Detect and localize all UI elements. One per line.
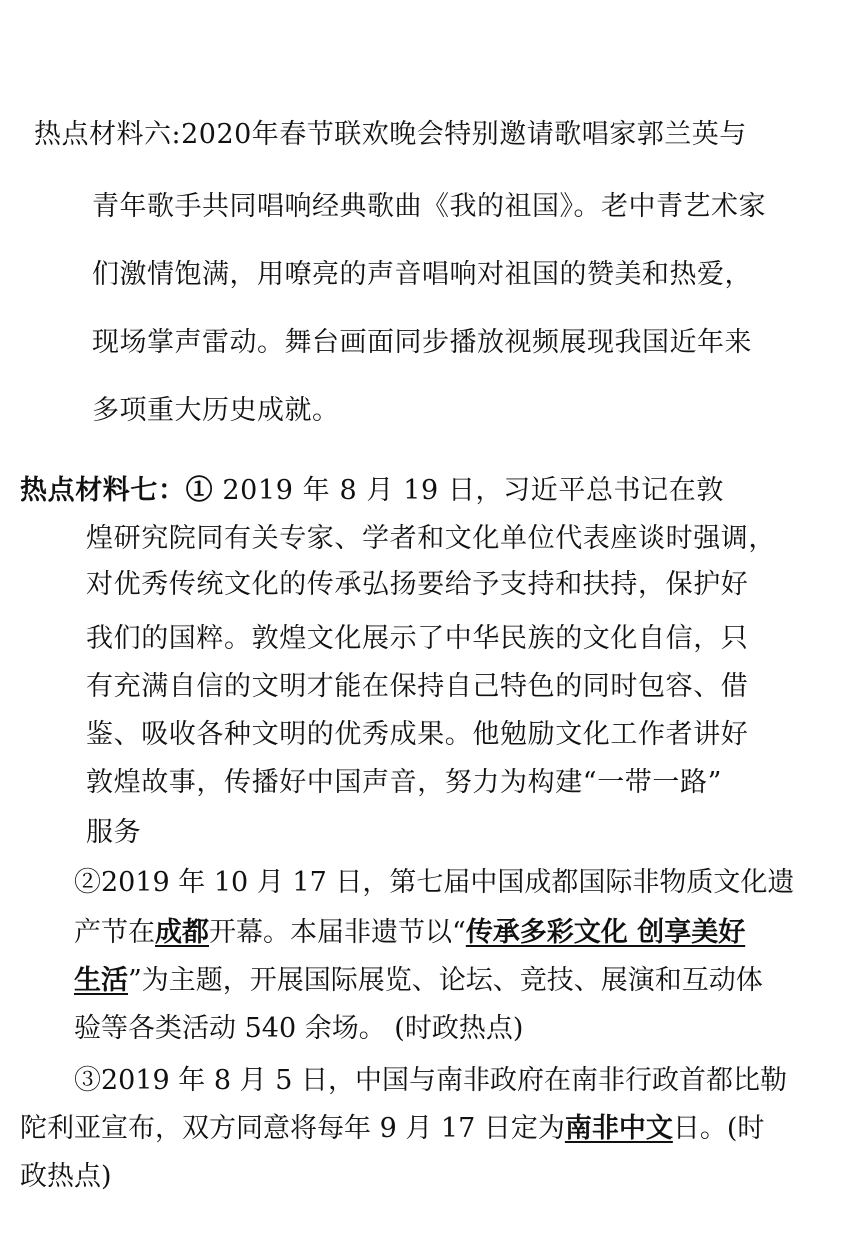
item-2-line-2 bbox=[74, 916, 745, 950]
material-7-line-1-text: 2019 年 8 月 19 日，习近平总书记在敦 bbox=[213, 475, 724, 506]
item-2-line-2-part-2: 开幕。本届非遗节以“ bbox=[209, 917, 466, 948]
material-6-line-4: 现场掌声雷动。舞台画面同步播放视频展现我国近年来 bbox=[92, 327, 752, 358]
item-3-line-3: 政热点) bbox=[20, 1161, 112, 1192]
material-7-label: 热点材料七：① bbox=[20, 475, 214, 506]
highlight-theme-end: 生活 bbox=[74, 965, 128, 996]
material-7-line-5: 有充满自信的文明才能在保持自己特色的同时包容、借 bbox=[86, 671, 749, 702]
item-2-line-1: ②2019 年 10 月 17 日，第七届中国成都国际非物质文化遗 bbox=[74, 867, 795, 898]
item-2-line-3-text: ”为主题，开展国际展览、论坛、竞技、展演和互动体 bbox=[128, 965, 763, 996]
material-7-line-6: 鉴、吸收各种文明的优秀成果。他勉励文化工作者讲好 bbox=[86, 719, 749, 750]
item-3-line-2 bbox=[20, 1112, 764, 1146]
material-7-line-8: 服务 bbox=[86, 817, 142, 848]
material-7-line-4: 我们的国粹。敦煌文化展示了中华民族的文化自信，只 bbox=[86, 623, 749, 654]
material-6-line-1: 热点材料六:2020年春节联欢晚会特别邀请歌唱家郭兰英与 bbox=[34, 119, 747, 150]
highlight-theme: 传承多彩文化 创享美好 bbox=[465, 917, 746, 948]
item-3-line-2-part-2: 日。(时 bbox=[672, 1113, 765, 1144]
material-6-line-3: 们激情饱满，用嘹亮的声音唱响对祖国的赞美和热爱， bbox=[92, 259, 752, 290]
item-2-line-2-part-1: 产节在 bbox=[74, 917, 155, 948]
material-7-line-3: 对优秀传统文化的传承弘扬要给予支持和扶持，保护好 bbox=[86, 569, 749, 600]
item-3-line-2-part-1: 陀利亚宣布，双方同意将每年 9 月 17 日定为 bbox=[20, 1113, 565, 1144]
highlight-chengdu: 成都 bbox=[155, 917, 209, 948]
highlight-south-africa-chinese: 南非中文 bbox=[564, 1113, 673, 1144]
item-3-line-1: ③2019 年 8 月 5 日，中国与南非政府在南非行政首都比勒 bbox=[74, 1065, 787, 1096]
material-6-line-5: 多项重大历史成就。 bbox=[92, 395, 340, 426]
material-6-line-2: 青年歌手共同唱响经典歌曲《我的祖国》。老中青艺术家 bbox=[92, 191, 766, 222]
item-2-line-4: 验等各类活动 540 余场。 (时政热点) bbox=[74, 1013, 524, 1044]
material-7-line-7: 敦煌故事，传播好中国声音，努力为构建“一带一路” bbox=[86, 767, 723, 798]
material-7-line-1 bbox=[20, 474, 724, 508]
material-7-line-2: 煌研究院同有关专家、学者和文化单位代表座谈时强调， bbox=[86, 523, 776, 554]
item-2-line-3 bbox=[74, 964, 763, 998]
